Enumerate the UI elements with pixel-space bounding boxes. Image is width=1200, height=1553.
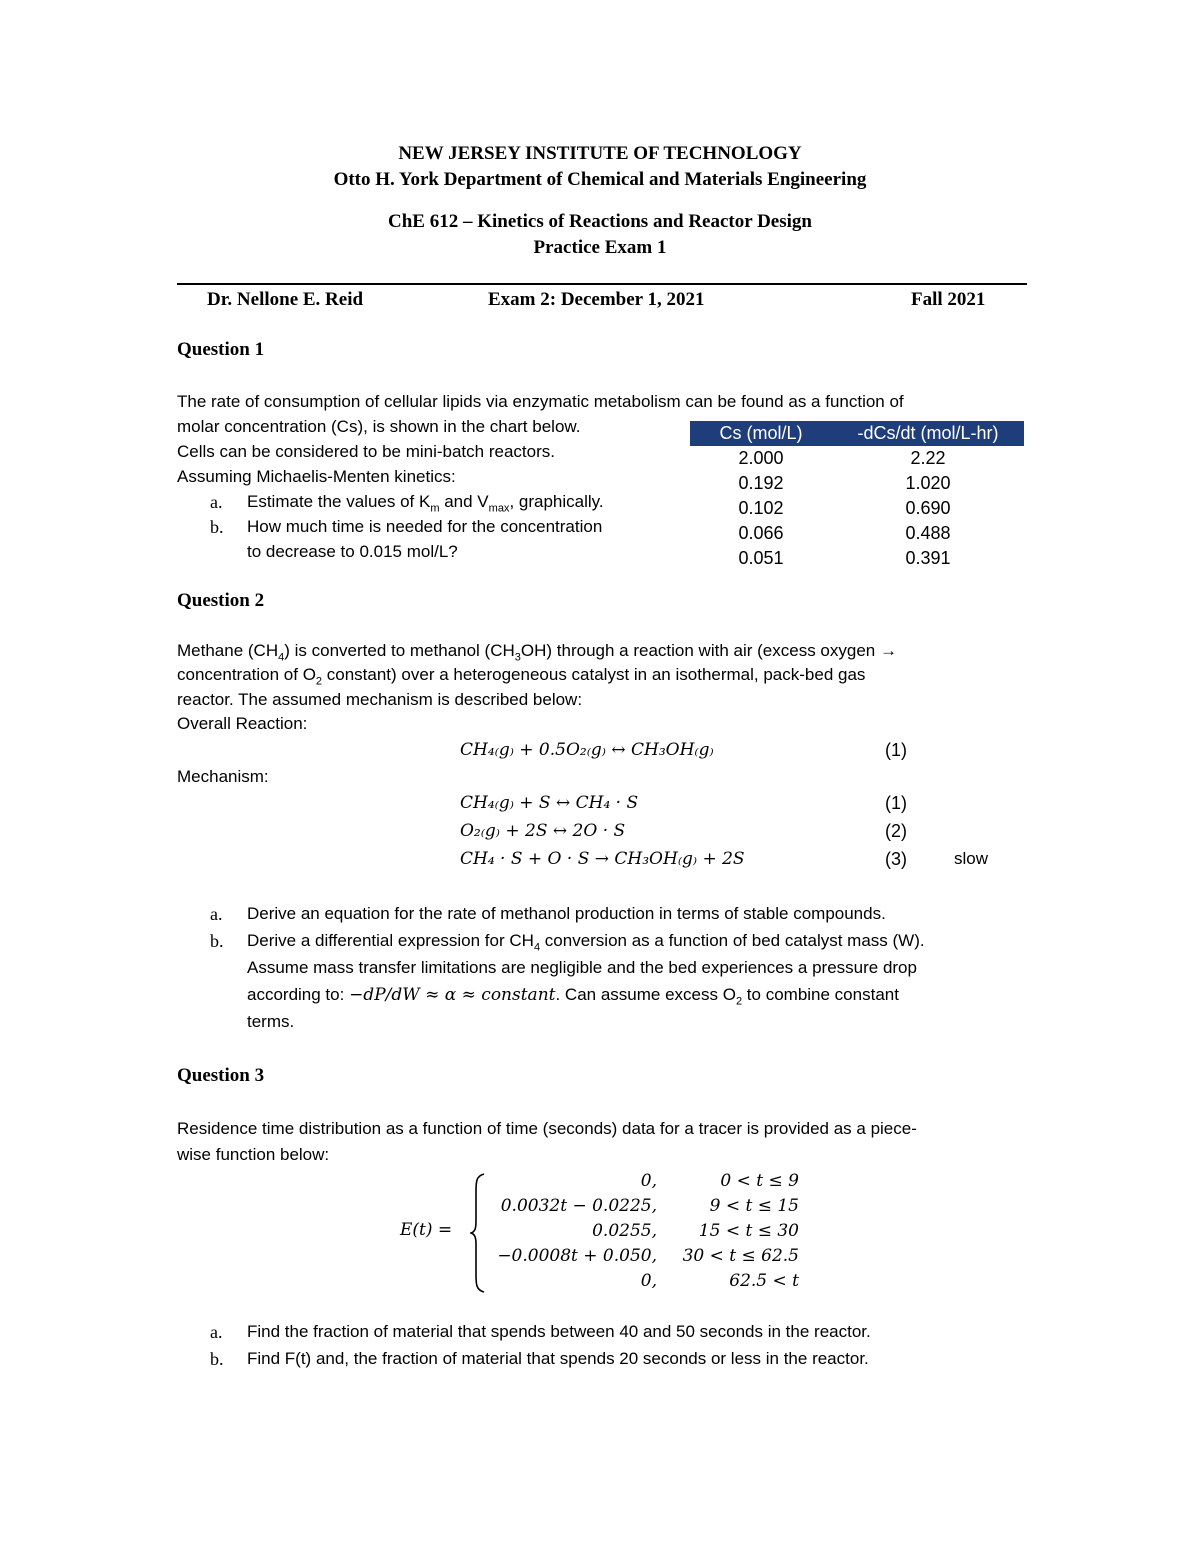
q2-line-3: reactor. The assumed mechanism is described below:: [177, 690, 583, 709]
mechanism-step-1-number: (1): [885, 793, 907, 813]
q1-a-text: Estimate the values of $K_m$ and $V_{max}$, graphically.: [247, 492, 604, 515]
q1-b-text-1: How much time is needed for the concentration: [247, 517, 603, 536]
table-cell: 0.192: [738, 473, 784, 493]
overall-reaction-equation: CH₄₍g₎ + 0.5O₂₍g₎ ↔ CH₃OH₍g₎: [460, 740, 714, 760]
q3-line-1: Residence time distribution as a function of time (seconds) data for a tracer is provided as a piece-: [177, 1119, 917, 1138]
left-brace-icon: [470, 1172, 486, 1294]
rtd-piece-4-cond: 30 < t ≤ 62.5: [682, 1246, 799, 1266]
q2-line-1: Methane $(CH_4)$ is converted to methanol $(CH_3OH)$ through a reaction with air (excess oxygen →: [177, 641, 897, 664]
table-row: [690, 471, 1024, 496]
mechanism-step-3: CH₄ · S + O · S → CH₃OH₍g₎ + 2S: [460, 849, 745, 869]
q2-a-letter: a.: [210, 904, 223, 924]
table-cell: 1.020: [905, 473, 951, 493]
mechanism-step-2-number: (2): [885, 821, 907, 841]
table-header-rate: -dCs/dt (mol/L-hr): [832, 421, 1024, 446]
rtd-piece-2-expr: 0.0032t − 0.0225,: [500, 1196, 657, 1216]
exam-date: Exam 2: December 1, 2021: [488, 289, 705, 310]
q3-line-2: wise function below:: [177, 1145, 330, 1164]
table-cell: 0.066: [738, 523, 784, 543]
table-cell: 0.690: [905, 498, 951, 518]
institute-name: NEW JERSEY INSTITUTE OF TECHNOLOGY: [398, 143, 802, 164]
q2-line-2: concentration of $O_2$ constant) over a heterogeneous catalyst in an isothermal, pack-bed gas: [177, 665, 866, 688]
q3-a-letter: a.: [210, 1322, 223, 1342]
table-cell: 2.22: [910, 448, 946, 468]
instructor-name: Dr. Nellone E. Reid: [207, 289, 364, 310]
q1-line-4: Assuming Michaelis-Menten kinetics:: [177, 467, 456, 486]
q2-b-line-2: Assume mass transfer limitations are negligible and the bed experiences a pressure drop: [247, 958, 917, 977]
rtd-piece-3-expr: 0.0255,: [592, 1221, 657, 1241]
q3-b-letter: b.: [210, 1349, 224, 1369]
q1-b-letter: b.: [210, 517, 224, 537]
question-3-title: Question 3: [177, 1065, 265, 1086]
q1-b-text-2: to decrease to 0.015 mol/L?: [247, 542, 458, 561]
q1-line-1: The rate of consumption of cellular lipids via enzymatic metabolism can be found as a function of: [177, 392, 904, 411]
rtd-piece-1-cond: 0 < t ≤ 9: [720, 1171, 799, 1191]
table-cell: 0.051: [738, 548, 784, 568]
question-2-title: Question 2: [177, 590, 265, 611]
table-cell: 0.488: [905, 523, 951, 543]
kinetics-data-table: [690, 421, 1024, 571]
table-header-cs: Cs (mol/L): [690, 421, 832, 446]
q1-line-2: molar concentration (Cs), is shown in the chart below.: [177, 417, 581, 436]
q2-a-text: Derive an equation for the rate of methanol production in terms of stable compounds.: [247, 904, 886, 923]
q2-b-line-4: terms.: [247, 1012, 295, 1031]
q2-b-letter: b.: [210, 931, 224, 951]
table-cell: 2.000: [738, 448, 784, 468]
rtd-piece-1-expr: 0,: [640, 1171, 657, 1191]
rtd-piece-3-cond: 15 < t ≤ 30: [698, 1221, 799, 1241]
mechanism-label: Mechanism:: [177, 767, 269, 786]
rtd-piece-5-cond: 62.5 < t: [729, 1271, 799, 1291]
q3-b-text: Find F(t) and, the fraction of material that spends 20 seconds or less in the reactor.: [247, 1349, 869, 1368]
department-name: Otto H. York Department of Chemical and Materials Engineering: [333, 169, 867, 190]
table-row: [690, 446, 1024, 471]
mechanism-step-2: O₂₍g₎ + 2S ↔ 2O · S: [460, 821, 626, 841]
rtd-function-lhs: E(t) =: [400, 1220, 453, 1240]
course-title: ChE 612 – Kinetics of Reactions and Reactor Design: [388, 211, 812, 232]
q2-b-line-1: Derive a differential expression for $CH_4$ conversion as a function of bed catalyst mass (W).: [247, 931, 925, 954]
table-header-row: [690, 421, 1024, 446]
table-cell: 0.391: [905, 548, 951, 568]
q2-b-line-3: according to: −dP/dW ≈ α ≈ constant. Can assume excess $O_2$ to combine constant: [247, 985, 899, 1008]
table-row: [690, 496, 1024, 521]
rtd-piece-4-expr: −0.0008t + 0.050,: [497, 1246, 657, 1266]
table-cell: 0.102: [738, 498, 784, 518]
exam-title: Practice Exam 1: [533, 237, 667, 258]
table-row: [690, 521, 1024, 546]
q1-line-3: Cells can be considered to be mini-batch reactors.: [177, 442, 555, 461]
mechanism-step-1: CH₄₍g₎ + S ↔ CH₄ · S: [460, 793, 639, 813]
overall-reaction-number: (1): [885, 740, 907, 760]
slow-step-note: slow: [954, 849, 989, 868]
overall-reaction-label: Overall Reaction:: [177, 714, 308, 733]
rtd-piece-5-expr: 0,: [640, 1271, 657, 1291]
table-row: [690, 546, 1024, 571]
term: Fall 2021: [911, 289, 986, 310]
q3-a-text: Find the fraction of material that spends between 40 and 50 seconds in the reactor.: [247, 1322, 871, 1341]
header-divider: [177, 283, 1027, 285]
question-1-title: Question 1: [177, 339, 265, 360]
rtd-piece-2-cond: 9 < t ≤ 15: [709, 1196, 799, 1216]
q1-a-letter: a.: [210, 492, 223, 512]
mechanism-step-3-number: (3): [885, 849, 907, 869]
